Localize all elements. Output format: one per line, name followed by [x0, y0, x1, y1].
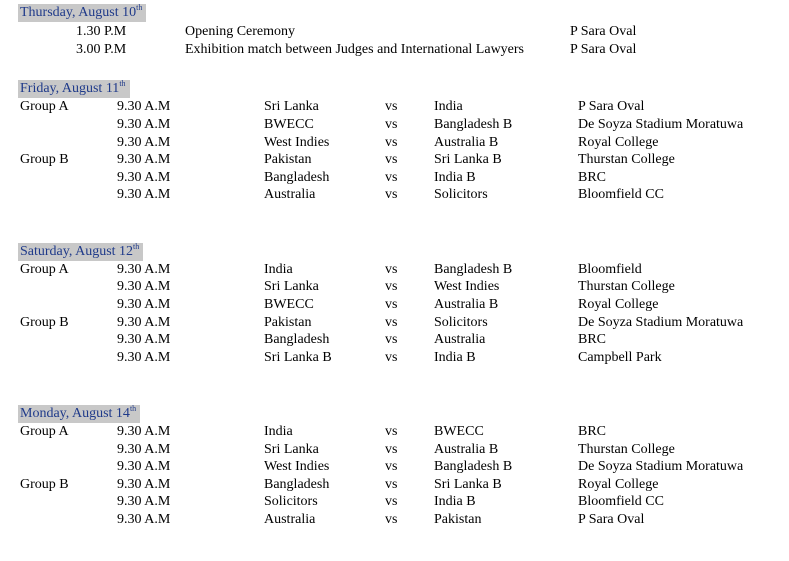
match-group: Group B — [20, 152, 69, 167]
match-time: 9.30 A.M — [117, 350, 171, 365]
match-row — [0, 476, 789, 494]
match-venue: BRC — [578, 170, 607, 185]
match-team2: Sri Lanka B — [434, 477, 502, 492]
match-team1: West Indies — [264, 135, 330, 150]
match-row — [0, 278, 789, 296]
match-venue: De Soyza Stadium Moratuwa — [578, 459, 744, 474]
match-time: 9.30 A.M — [117, 170, 171, 185]
match-team2: India — [434, 99, 463, 114]
day-header-sup: th — [129, 404, 137, 413]
day-header-sup: th — [119, 79, 126, 88]
day-header-text: Friday, August 11 — [20, 81, 120, 96]
match-row — [0, 151, 789, 169]
match-team2: West Indies — [434, 279, 500, 294]
match-row — [0, 349, 789, 367]
match-vs: vs — [385, 494, 398, 509]
day-header-monday — [18, 405, 140, 423]
match-row — [0, 134, 789, 152]
match-time: 9.30 A.M — [117, 279, 171, 294]
match-venue: Thurstan College — [578, 442, 675, 457]
match-team1: Sri Lanka — [264, 442, 319, 457]
match-team2: Solicitors — [434, 315, 488, 330]
match-row — [0, 296, 789, 314]
match-time: 9.30 A.M — [117, 459, 171, 474]
match-team1: India — [264, 424, 293, 439]
match-team1: BWECC — [264, 297, 314, 312]
match-venue: Bloomfield CC — [578, 187, 664, 202]
match-group: Group A — [20, 99, 69, 114]
match-team1: BWECC — [264, 117, 314, 132]
match-vs: vs — [385, 279, 398, 294]
match-row — [0, 458, 789, 476]
match-row — [0, 493, 789, 511]
match-group: Group A — [20, 262, 69, 277]
day-header-text: Monday, August 14 — [20, 406, 130, 421]
match-vs: vs — [385, 332, 398, 347]
day-header-thursday — [18, 4, 146, 22]
match-time: 9.30 A.M — [117, 315, 171, 330]
match-team2: Bangladesh B — [434, 117, 513, 132]
match-venue: De Soyza Stadium Moratuwa — [578, 315, 744, 330]
day-header-saturday — [18, 243, 143, 261]
day-header-friday — [18, 80, 130, 98]
match-row — [0, 186, 789, 204]
event-time: 1.30 P.M — [76, 24, 127, 39]
match-venue: Royal College — [578, 477, 659, 492]
match-venue: Royal College — [578, 297, 659, 312]
match-venue: BRC — [578, 424, 607, 439]
match-team2: Pakistan — [434, 512, 482, 527]
match-vs: vs — [385, 152, 398, 167]
match-team1: Bangladesh — [264, 477, 330, 492]
match-time: 9.30 A.M — [117, 117, 171, 132]
match-vs: vs — [385, 315, 398, 330]
match-group: Group B — [20, 477, 69, 492]
match-team1: Sri Lanka — [264, 99, 319, 114]
event-venue: P Sara Oval — [570, 24, 637, 39]
match-row — [0, 331, 789, 349]
match-time: 9.30 A.M — [117, 297, 171, 312]
match-team1: Sri Lanka B — [264, 350, 332, 365]
match-vs: vs — [385, 297, 398, 312]
match-venue: BRC — [578, 332, 607, 347]
match-venue: Bloomfield CC — [578, 494, 664, 509]
match-time: 9.30 A.M — [117, 152, 171, 167]
match-team2: India B — [434, 350, 476, 365]
match-time: 9.30 A.M — [117, 442, 171, 457]
match-venue: Thurstan College — [578, 152, 675, 167]
match-vs: vs — [385, 350, 398, 365]
match-time: 9.30 A.M — [117, 424, 171, 439]
match-vs: vs — [385, 170, 398, 185]
match-venue: De Soyza Stadium Moratuwa — [578, 117, 744, 132]
match-team2: BWECC — [434, 424, 484, 439]
match-venue: P Sara Oval — [578, 512, 645, 527]
match-vs: vs — [385, 99, 398, 114]
match-vs: vs — [385, 187, 398, 202]
match-time: 9.30 A.M — [117, 99, 171, 114]
match-row — [0, 261, 789, 279]
match-team2: Australia B — [434, 297, 499, 312]
day-header-sup: th — [136, 3, 143, 12]
match-time: 9.30 A.M — [117, 332, 171, 347]
day-header-sup: th — [133, 242, 140, 251]
match-venue: Campbell Park — [578, 350, 662, 365]
match-vs: vs — [385, 117, 398, 132]
match-team2: Sri Lanka B — [434, 152, 502, 167]
match-team2: Bangladesh B — [434, 262, 513, 277]
match-vs: vs — [385, 442, 398, 457]
match-team2: Australia — [434, 332, 486, 347]
event-name: Exhibition match between Judges and International Lawyers — [185, 42, 525, 57]
match-venue: Bloomfield — [578, 262, 642, 277]
match-group: Group A — [20, 424, 69, 439]
event-time: 3.00 P.M — [76, 42, 127, 57]
match-team2: Bangladesh B — [434, 459, 513, 474]
match-row — [0, 423, 789, 441]
match-team1: Sri Lanka — [264, 279, 319, 294]
match-team1: West Indies — [264, 459, 330, 474]
event-name: Opening Ceremony — [185, 24, 296, 39]
match-vs: vs — [385, 512, 398, 527]
match-row — [0, 116, 789, 134]
match-row — [0, 314, 789, 332]
match-vs: vs — [385, 477, 398, 492]
match-venue: Thurstan College — [578, 279, 675, 294]
match-team1: India — [264, 262, 293, 277]
match-team1: Bangladesh — [264, 170, 330, 185]
match-vs: vs — [385, 262, 398, 277]
match-vs: vs — [385, 459, 398, 474]
match-group: Group B — [20, 315, 69, 330]
match-team1: Pakistan — [264, 152, 312, 167]
match-team2: India B — [434, 494, 476, 509]
match-team2: India B — [434, 170, 476, 185]
match-venue: P Sara Oval — [578, 99, 645, 114]
match-team2: Australia B — [434, 135, 499, 150]
event-venue: P Sara Oval — [570, 42, 637, 57]
match-team1: Australia — [264, 512, 316, 527]
match-time: 9.30 A.M — [117, 187, 171, 202]
event-row — [0, 41, 789, 59]
match-team1: Solicitors — [264, 494, 318, 509]
match-row — [0, 511, 789, 529]
match-team2: Solicitors — [434, 187, 488, 202]
match-team2: Australia B — [434, 442, 499, 457]
match-time: 9.30 A.M — [117, 512, 171, 527]
match-team1: Pakistan — [264, 315, 312, 330]
day-header-text: Thursday, August 10 — [20, 5, 137, 20]
day-header-text: Saturday, August 12 — [20, 244, 134, 259]
event-row — [0, 23, 789, 41]
match-team1: Bangladesh — [264, 332, 330, 347]
match-time: 9.30 A.M — [117, 477, 171, 492]
match-row — [0, 98, 789, 116]
match-time: 9.30 A.M — [117, 262, 171, 277]
match-time: 9.30 A.M — [117, 135, 171, 150]
match-row — [0, 441, 789, 459]
match-vs: vs — [385, 135, 398, 150]
match-row — [0, 169, 789, 187]
match-vs: vs — [385, 424, 398, 439]
match-team1: Australia — [264, 187, 316, 202]
match-venue: Royal College — [578, 135, 659, 150]
match-time: 9.30 A.M — [117, 494, 171, 509]
